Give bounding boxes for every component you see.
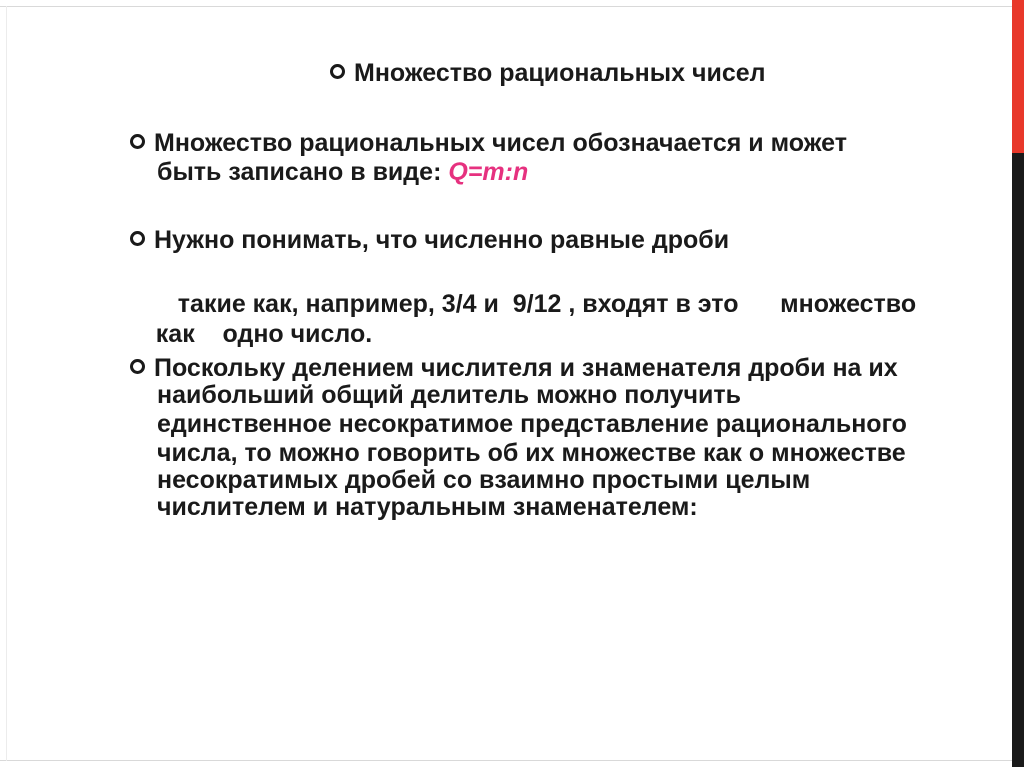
item-3-text-1: Поскольку делением числителя и знаменателя дроби на их — [154, 354, 898, 382]
item-3-text-3: единственное несократимое представление рационального — [157, 410, 907, 438]
item-2-text-3: как одно число. — [155, 320, 373, 348]
item-3-line-3 — [157, 409, 907, 439]
item-1-line-2 — [157, 157, 528, 187]
bullet-icon — [130, 231, 145, 246]
bullet-icon — [330, 64, 345, 79]
item-3-line-1 — [130, 353, 898, 383]
frame-top-line — [0, 6, 1016, 7]
frame-left-line — [6, 6, 7, 761]
frame-bottom-line — [0, 760, 1016, 761]
formula-q: Q=m:n — [448, 158, 529, 186]
item-3-text-4: числа, то можно говорить об их множестве как о множестве — [157, 439, 906, 467]
item-1-text-2: быть записано в виде: — [157, 158, 449, 186]
item-3-text-2: наибольший общий делитель можно получить — [157, 381, 741, 409]
bullet-icon — [130, 134, 145, 149]
item-3-line-4 — [157, 438, 906, 468]
item-3-line-5 — [157, 465, 810, 495]
item-3-line-2 — [157, 380, 741, 410]
item-3-text-5: несократимых дробей со взаимно простыми целым — [157, 466, 811, 494]
item-1-line-1 — [130, 128, 847, 158]
accent-bar-red — [1012, 0, 1024, 153]
bullet-icon — [130, 359, 145, 374]
accent-bar-black — [1012, 153, 1024, 767]
item-2-text-2: такие как, например, 3/4 и 9/12 , входят в это множество — [177, 290, 917, 318]
slide-title — [330, 58, 766, 88]
item-2-text-1: Нужно понимать, что численно равные дроби — [154, 226, 730, 254]
item-1-text-1: Множество рациональных чисел обозначается и может — [154, 129, 847, 157]
item-3-line-6 — [157, 492, 698, 522]
slide-title-text: Множество рациональных чисел — [354, 59, 766, 87]
item-3-text-6: числителем и натуральным знаменателем: — [157, 493, 698, 521]
item-2-line-1 — [130, 225, 729, 255]
